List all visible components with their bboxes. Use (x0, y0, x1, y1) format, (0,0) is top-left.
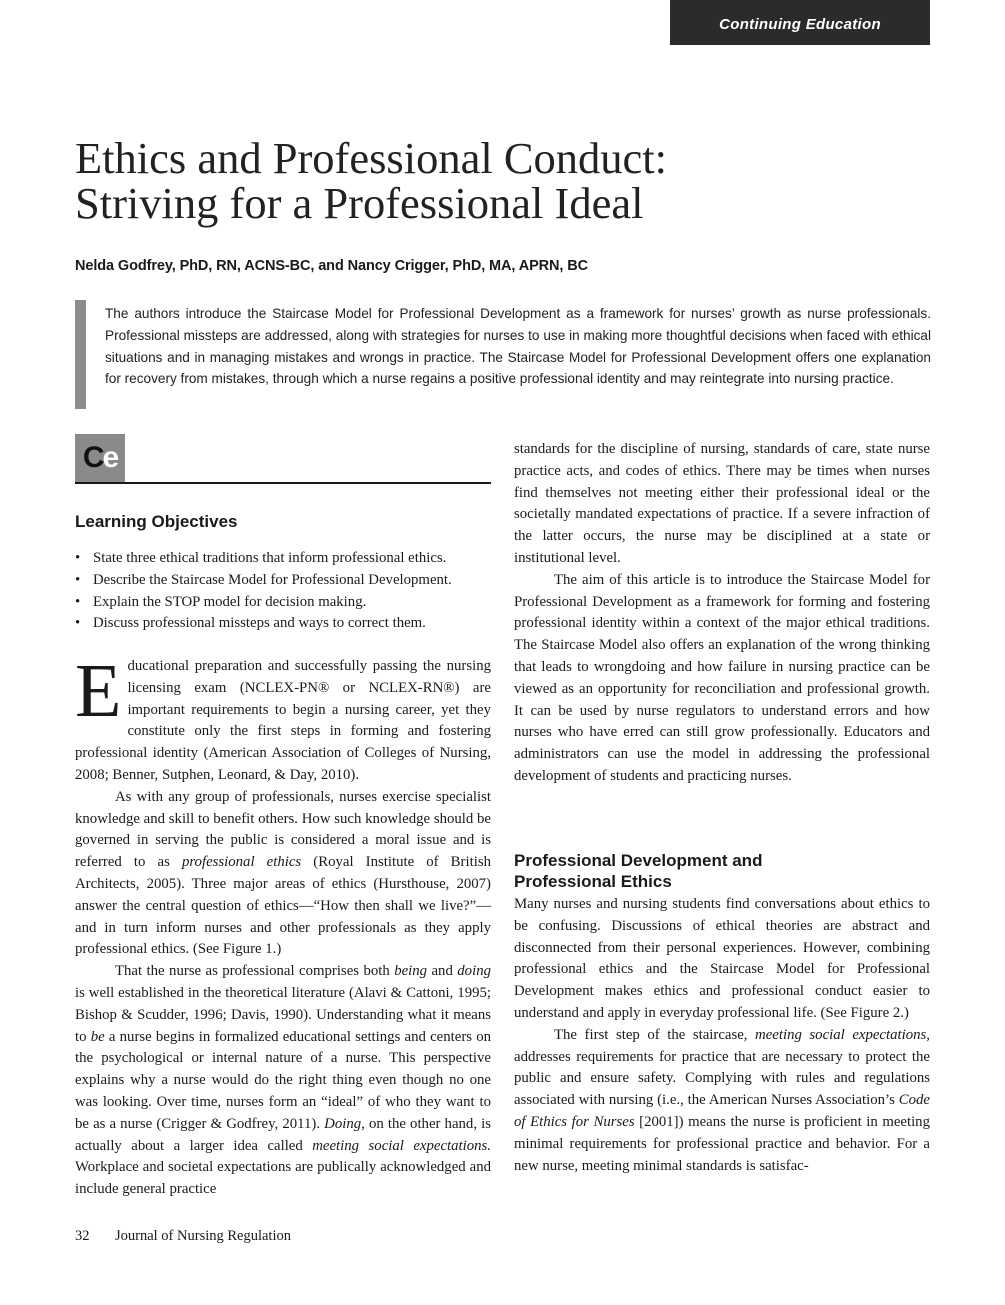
paragraph-text: [2001]) means the nurse is proficient in meeting minimal requirements for professional practice and behavior. For a new nurse, meeting minimal standards is satisfac- (514, 1113, 930, 1174)
article-title (75, 133, 935, 228)
objective-item: • Discuss professional missteps and ways to correct them. (75, 613, 491, 635)
emphasis: meeting social expectations, (755, 1026, 930, 1043)
body-paragraph (514, 1025, 930, 1178)
section-tab: Continuing Education (670, 0, 930, 45)
body-column-left (75, 649, 491, 1201)
body-paragraph (75, 787, 491, 961)
journal-name: Journal of Nursing Regulation (115, 1228, 291, 1244)
ce-logo-letter-e: e (102, 441, 118, 474)
heading-line: Professional Development and (514, 851, 763, 870)
title-line-1: Ethics and Professional Conduct: (75, 133, 668, 183)
paragraph-text: The first step of the staircase, (554, 1026, 756, 1043)
abstract: The authors introduce the Staircase Model for Professional Development as a framework for nurses’ growth as nurse professionals. Professional missteps are addressed, along with strategies for nurses to use in making more thoughtful decisions when faced with ethical situations and in managing mistakes and wrongs in practice. The Staircase Model for Professional Development offers one explanation for recovery from mistakes, through which a nurse regains a positive professional identity and may reintegrate into nursing practice. (105, 306, 931, 387)
emphasis: Doing, (324, 1115, 365, 1132)
paragraph-text: is well established in the theoretical literature (Alavi & Cattoni, 1995; Bishop & Scudder, 1996; Davis, 1990). Understanding what it means to (75, 984, 491, 1045)
paragraph-text: a nurse begins in formalized educational settings and centers on the psychological or internal nature of a nurse. This perspective explains why a nurse would do the right thing even though no one was looking. Over time, nurses form an “ideal” of who they want to be as a nurse (Crigger & Godfrey, 2011). (75, 1028, 491, 1132)
emphasis: doing (457, 963, 491, 980)
page-number: 32 (75, 1228, 90, 1244)
column-divider-rule (75, 482, 491, 484)
paragraph-text: ducational preparation and successfully passing the nursing licensing exam (NCLEX-PN® or NCLEX-RN®) are important requirements to begin a nursing career, yet they constitute only the first steps in forming and fostering professional identity (American Association of Colleges of Nursing, 2008; Benner, Sutphen, Leonard, & Day, 2010). (75, 658, 491, 783)
objective-item: • Explain the STOP model for decision making. (75, 592, 491, 614)
heading-line: Professional Ethics (514, 872, 672, 891)
emphasis: Code of Ethics for Nurses (514, 1092, 930, 1130)
body-paragraph: The aim of this article is to introduce the Staircase Model for Professional Development as a framework for forming and fostering professional identity within a context of the major ethical traditions. The Staircase Model also offers an explanation of the wrong thinking that leads to wrongdoing and how failure in nursing practice can be viewed as an opportunity for reconciliation and professional growth. It can be used by nurse regulators to understand errors and how nurses who have erred can still grow professionally. Educators and administrators can use the model in addressing the professional development of students and practicing nurses. (514, 571, 930, 784)
body-paragraph: Many nurses and nursing students find conversations about ethics to be confusing. Discussions of ethical theories are abstract and disconnected from their personal experiences. However, combining professional ethics and the Staircase Model for Professional Development makes ethics and professional conduct easier to understand and apply in everyday professional life. (See Figure 2.) (514, 896, 930, 1021)
ce-logo (75, 434, 125, 482)
paragraph-text: on the other hand, is actually about a larger idea called (75, 1115, 491, 1154)
body-paragraph (75, 961, 491, 1201)
objective-item: • Describe the Staircase Model for Professional Development. (75, 570, 491, 592)
body-column-right-top (514, 439, 930, 788)
paragraph-text: Workplace and societal expectations are publically acknowledged and include general practice (75, 1159, 491, 1198)
page-footer (75, 1228, 291, 1245)
ce-logo-letter-c: C (82, 441, 103, 474)
author-line: Nelda Godfrey, PhD, RN, ACNS-BC, and Nancy Crigger, PhD, MA, APRN, BC (75, 258, 589, 274)
emphasis: being (394, 963, 428, 980)
paragraph-text: (Royal Institute of British Architects, 2005). Three major areas of ethics (Hursthouse, 2007) answer the central question of ethics—“How then shall we live?”—and in turn inform nurses and other professionals as they apply professional ethics. (See Figure 1.) (75, 854, 491, 958)
objective-item: • State three ethical traditions that inform professional ethics. (75, 548, 491, 570)
learning-objectives-heading: Learning Objectives (75, 512, 238, 531)
paragraph-text: That the nurse as professional comprises both (115, 963, 395, 980)
paragraph-text: addresses requirements for practice that are necessary to protect the public and ensure safety. Complying with rules and regulations associated with nursing (i.e., the American Nurses Association’s (514, 1048, 930, 1109)
professional-development-heading (514, 850, 930, 892)
paragraph-text: and (427, 963, 458, 980)
body-paragraph: standards for the discipline of nursing, standards of care, state nurse practice acts, and codes of ethics. There may be times when nurses find themselves not meeting either their professional ideal or the societally mandated expectations of practice. If a severe infraction of the latter occurs, the nurse may be disciplined at a state or institutional level. (514, 441, 930, 566)
body-paragraph (75, 649, 491, 787)
emphasis: meeting social expectations. (312, 1137, 491, 1154)
emphasis: professional ethics (181, 854, 302, 871)
paragraph-text: As with any group of professionals, nurses exercise specialist knowledge and skill to benefit others. How such knowledge should be governed in serving the public is considered a moral issue and is referred to as (75, 788, 491, 871)
title-line-2: Striving for a Professional Ideal (75, 178, 644, 228)
body-column-right-bottom (514, 894, 930, 1177)
emphasis: be (90, 1028, 105, 1045)
abstract-sidebar-bar (75, 300, 86, 409)
drop-cap: E (75, 649, 122, 733)
learning-objectives-list (75, 548, 491, 635)
